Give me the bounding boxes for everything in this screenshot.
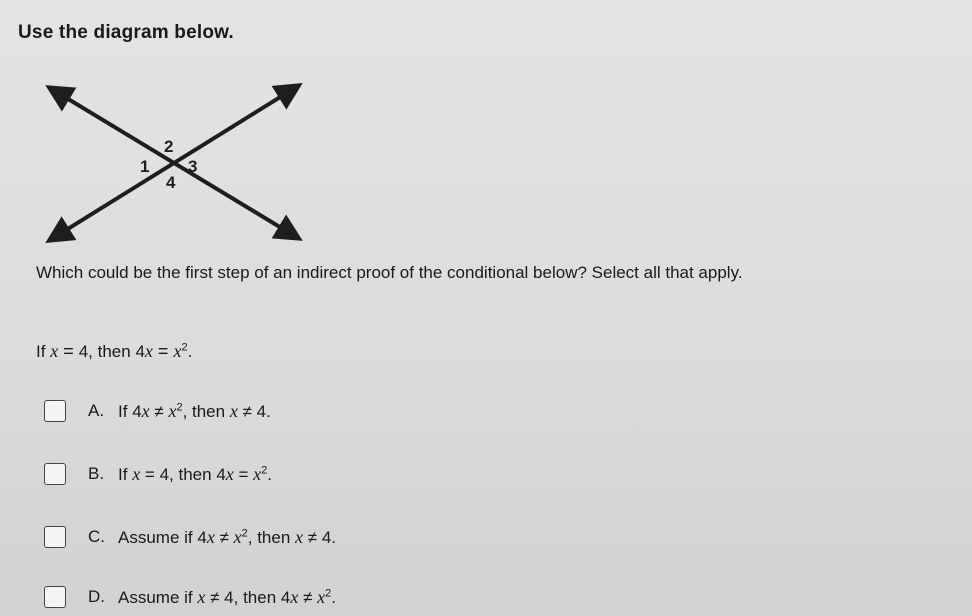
then-word: , then [233,587,277,607]
choice-d-checkbox[interactable] [44,586,66,608]
conditional-statement [36,341,192,362]
exponent: 2 [176,400,183,413]
value: 4 [224,587,234,607]
prefix: Assume if [118,587,193,607]
var-x: x [132,463,141,484]
period: . [266,401,271,421]
exponent: 2 [261,463,268,476]
var-x: x [168,400,177,421]
relation: = [152,341,174,361]
relation: ≠ [303,527,322,547]
value: 4 [321,527,332,547]
coefficient: 4 [132,401,142,421]
var-x: x [253,463,262,484]
choice-b-checkbox[interactable] [44,463,66,485]
relation: = [140,464,160,484]
choice-a-checkbox[interactable] [44,400,66,422]
coefficient: 4 [135,342,145,361]
var-x: x [229,400,238,421]
relation: = [58,341,79,361]
var-x: x [173,341,182,361]
choice-b[interactable] [44,459,272,489]
prefix: If [118,401,128,421]
var-x: x [295,526,304,547]
period: . [187,342,193,361]
value: 4 [159,464,170,484]
then-word: , then [169,464,212,484]
var-x: x [317,586,326,607]
question-text: Which could be the first step of an indirect proof of the conditional below? Select all that apply. [36,263,743,282]
choice-d[interactable] [44,582,336,612]
var-x: x [50,341,59,361]
relation: ≠ [298,587,318,607]
coefficient: 4 [197,527,207,547]
choice-b-text [118,464,272,485]
instruction-heading: Use the diagram below. [18,22,234,43]
choice-a-text [118,401,271,422]
exponent: 2 [241,526,248,539]
choice-c-text [118,527,336,548]
var-x: x [144,341,153,361]
choice-d-text [118,587,336,608]
coefficient: 4 [280,587,291,607]
var-x: x [206,526,215,547]
choice-b-letter: B. [88,464,105,483]
choice-c-letter: C. [88,527,105,546]
relation: ≠ [205,587,225,607]
choice-a-letter: A. [88,401,105,420]
intersecting-lines-diagram [36,78,306,248]
var-x: x [225,463,234,484]
choice-c[interactable] [44,522,336,552]
then-word: , then [88,342,131,361]
relation: ≠ [214,527,234,547]
relation: ≠ [149,401,169,421]
angle-label-2: 2 [164,137,174,156]
prefix: Assume if [118,527,193,547]
angle-label-4: 4 [166,173,176,192]
then-word: , then [247,527,291,547]
choice-a[interactable] [44,396,271,426]
period: . [267,464,273,484]
then-word: , then [182,401,226,421]
value: 4 [78,342,89,361]
var-x: x [141,400,150,421]
choice-c-checkbox[interactable] [44,526,66,548]
coefficient: 4 [216,464,226,484]
if-word: If [36,342,46,361]
exponent: 2 [181,341,188,354]
var-x: x [233,526,242,547]
period: . [331,587,337,607]
relation: = [233,464,254,484]
var-x: x [290,586,299,607]
angle-label-1: 1 [140,157,150,176]
prefix: If [118,464,128,484]
relation: ≠ [237,401,257,421]
angle-label-3: 3 [188,157,198,176]
period: . [331,527,337,547]
choice-d-letter: D. [88,587,105,606]
exponent: 2 [325,586,332,599]
value: 4 [256,401,267,421]
var-x: x [197,586,206,607]
